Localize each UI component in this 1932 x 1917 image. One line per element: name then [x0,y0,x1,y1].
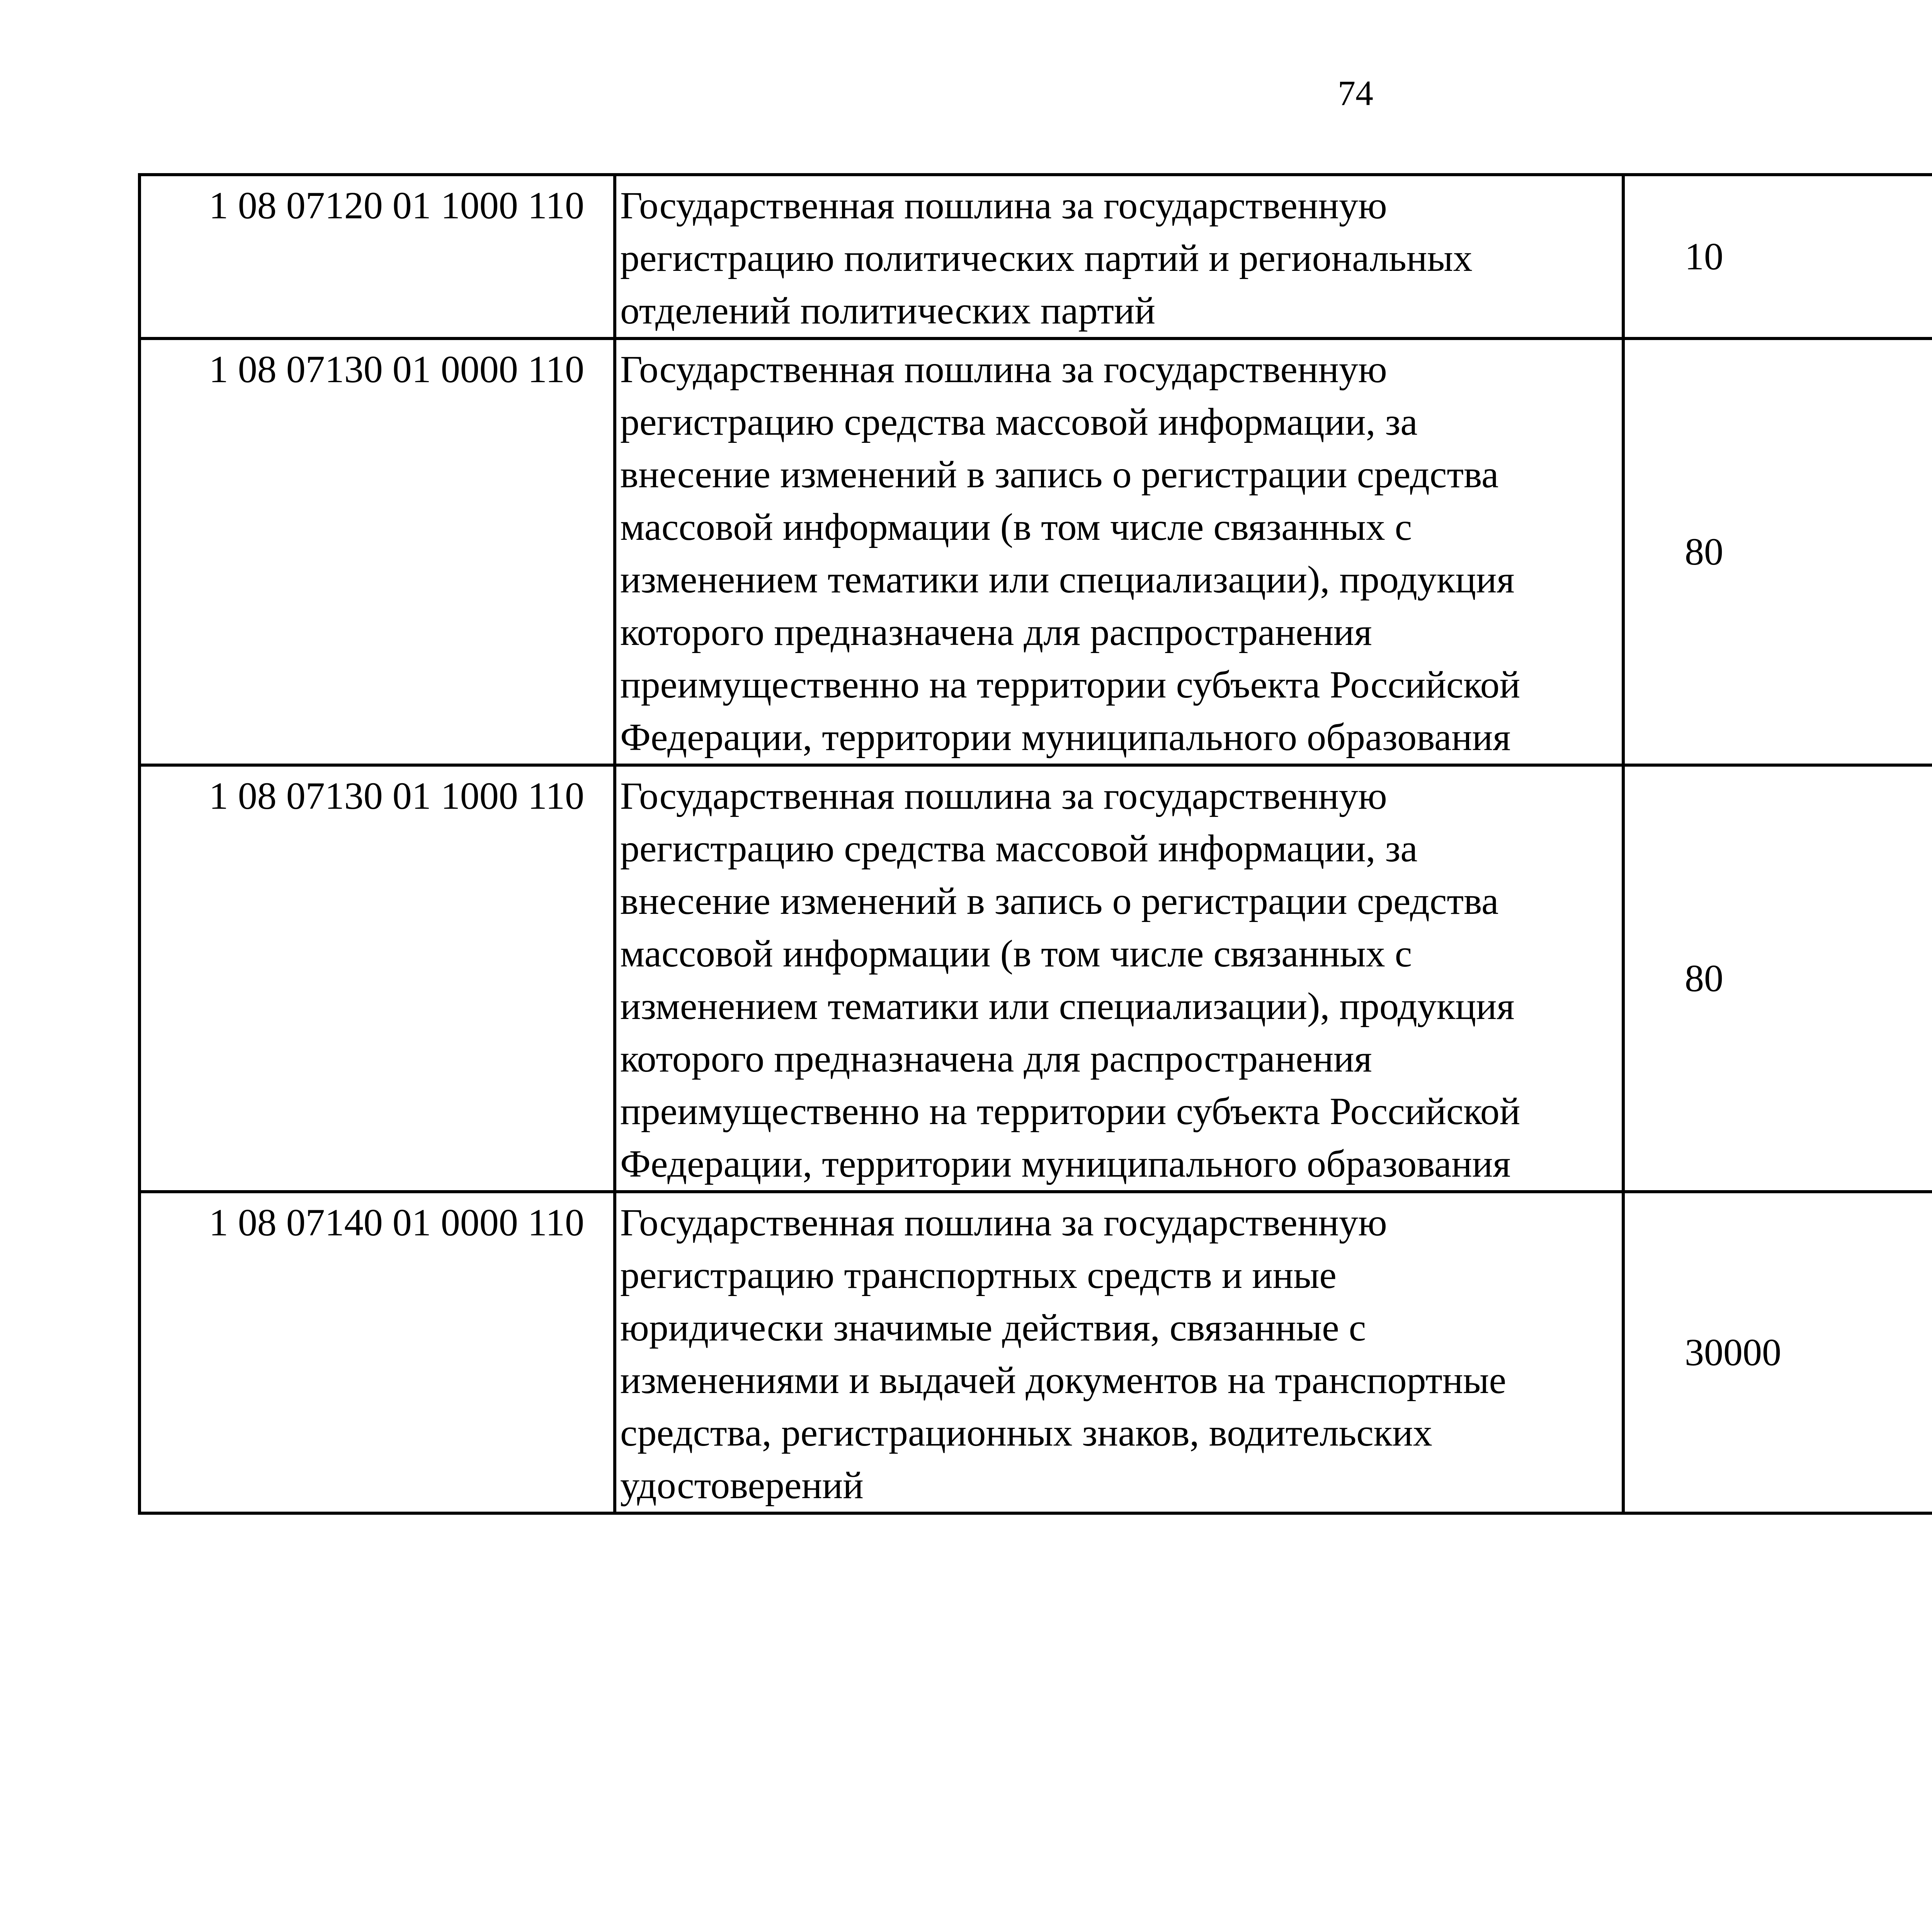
table-row [139,765,1932,1192]
description-cell [615,1192,1623,1513]
description-line: преимущественно на территории субъекта Российской [620,663,1520,706]
budget-code-cell: 1 08 07130 01 1000 110 [139,765,615,1192]
page-number: 74 [1338,73,1373,113]
description-line: преимущественно на территории субъекта Российской [620,1090,1520,1133]
description-line: Федерации, территории муниципального образования [620,716,1511,759]
value-cell-1: 30000 [1623,1192,1932,1513]
description-cell [615,765,1623,1192]
value-cell-1: 80 [1623,338,1932,765]
description-line: регистрацию транспортных средств и иные [620,1254,1337,1296]
description-cell [615,338,1623,765]
description-line: изменениями и выдачей документов на транспортные [620,1359,1506,1402]
description-line: юридически значимые действия, связанные с [620,1306,1366,1349]
description-line: средства, регистрационных знаков, водительских [620,1411,1432,1454]
description-cell [615,175,1623,338]
budget-code-cell: 1 08 07130 01 0000 110 [139,338,615,765]
description-line: отделений политических партий [620,289,1155,332]
description-line: изменением тематики или специализации), продукция [620,985,1515,1027]
description-line: изменением тематики или специализации), продукция [620,558,1515,601]
description-line: удостоверений [620,1464,864,1507]
table-row [139,1192,1932,1513]
description-line: Государственная пошлина за государственную [620,184,1387,227]
description-line: Государственная пошлина за государственную [620,774,1387,817]
description-line: которого предназначена для распространения [620,1037,1372,1080]
budget-code-cell: 1 08 07120 01 1000 110 [139,175,615,338]
table-row [139,338,1932,765]
description-line: Государственная пошлина за государственную [620,348,1387,391]
fee-table [138,173,1932,1515]
description-line: Федерации, территории муниципального образования [620,1142,1511,1185]
description-line: массовой информации (в том числе связанных с [620,932,1412,975]
value-cell-1: 10 [1623,175,1932,338]
description-line: регистрацию политических партий и региональных [620,236,1473,279]
budget-code-cell: 1 08 07140 01 0000 110 [139,1192,615,1513]
description-line: массовой информации (в том числе связанных с [620,505,1412,548]
description-line: регистрацию средства массовой информации, за [620,400,1418,443]
description-line: Государственная пошлина за государственную [620,1201,1387,1244]
table-row [139,175,1932,338]
description-line: внесение изменений в запись о регистрации средства [620,453,1499,496]
description-line: регистрацию средства массовой информации, за [620,827,1418,870]
value-cell-1: 80 [1623,765,1932,1192]
description-line: которого предназначена для распространения [620,611,1372,653]
description-line: внесение изменений в запись о регистрации средства [620,879,1499,922]
